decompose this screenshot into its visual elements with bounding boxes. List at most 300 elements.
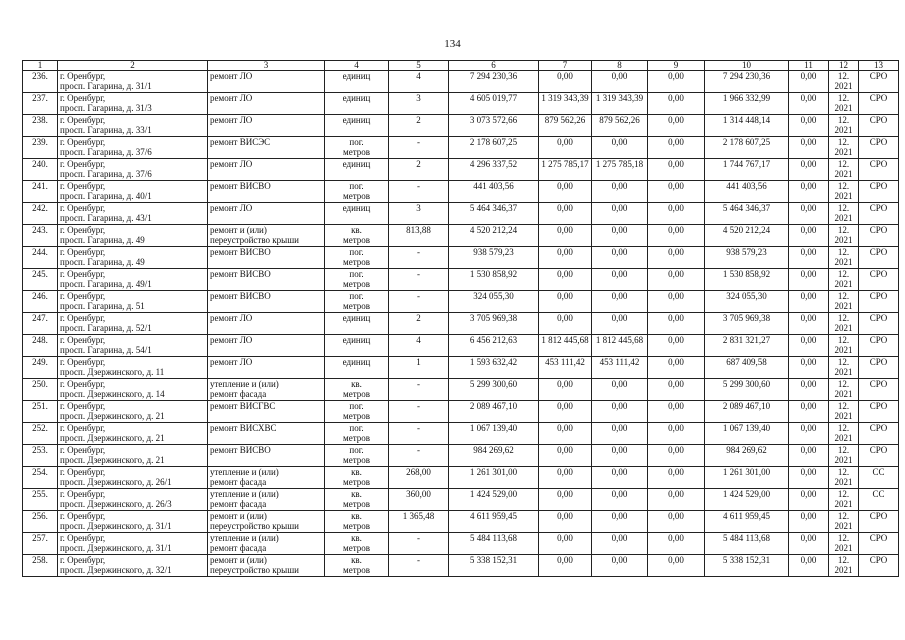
quantity-cell: 4 xyxy=(389,71,449,93)
work-type-line1: ремонт ВИСВО xyxy=(210,181,271,191)
unit-cell xyxy=(325,269,389,291)
unit-line1: единиц xyxy=(342,335,371,345)
address-cell xyxy=(58,335,208,357)
col9-cell: 0,00 xyxy=(648,225,705,247)
row-number: 245. xyxy=(23,269,58,291)
address-street: просп. Гагарина, д. 54/1 xyxy=(60,345,152,355)
col11-cell: 0,00 xyxy=(789,511,829,533)
unit-cell xyxy=(325,489,389,511)
unit-cell xyxy=(325,137,389,159)
quantity-cell: - xyxy=(389,269,449,291)
col9-cell: 0,00 xyxy=(648,247,705,269)
unit-line2: метров xyxy=(343,411,370,421)
deadline-cell xyxy=(829,137,859,159)
fund-method-cell: СРО xyxy=(859,137,899,159)
column-number-3: 3 xyxy=(208,61,325,71)
total-cost-cell: 2 089 467,10 xyxy=(449,401,539,423)
total-cost-cell: 3 705 969,38 xyxy=(449,313,539,335)
work-type-line2: ремонт фасада xyxy=(210,543,267,553)
address-street: просп. Гагарина, д. 43/1 xyxy=(60,213,152,223)
row-number: 254. xyxy=(23,467,58,489)
column-number-11: 11 xyxy=(789,61,829,71)
unit-line2: метров xyxy=(343,543,370,553)
work-type-line1: ремонт ЛО xyxy=(210,93,253,103)
unit-line2: метров xyxy=(343,389,370,399)
unit-cell xyxy=(325,335,389,357)
col7-cell: 0,00 xyxy=(539,379,592,401)
col7-cell: 1 812 445,68 xyxy=(539,335,592,357)
total-cost-cell: 984 269,62 xyxy=(449,445,539,467)
unit-cell xyxy=(325,533,389,555)
col8-cell: 879 562,26 xyxy=(592,115,648,137)
col10-cell: 938 579,23 xyxy=(705,247,789,269)
total-cost-cell: 5 299 300,60 xyxy=(449,379,539,401)
col9-cell: 0,00 xyxy=(648,379,705,401)
work-type-line2: переустройство крыши xyxy=(210,521,299,531)
col10-cell: 687 409,58 xyxy=(705,357,789,379)
address-city: г. Оренбург, xyxy=(60,115,106,125)
address-cell xyxy=(58,115,208,137)
col11-cell: 0,00 xyxy=(789,159,829,181)
unit-line1: пог. xyxy=(349,423,364,433)
fund-method-cell: СРО xyxy=(859,181,899,203)
fund-method-cell: СРО xyxy=(859,401,899,423)
unit-line1: единиц xyxy=(342,357,371,367)
fund-method-cell: СС xyxy=(859,489,899,511)
row-number: 239. xyxy=(23,137,58,159)
work-type-cell xyxy=(208,203,325,225)
address-street: просп. Дзержинского, д. 31/1 xyxy=(60,521,172,531)
address-street: просп. Дзержинского, д. 32/1 xyxy=(60,565,172,575)
total-cost-cell: 2 178 607,25 xyxy=(449,137,539,159)
deadline-cell xyxy=(829,181,859,203)
work-type-line1: ремонт ЛО xyxy=(210,115,253,125)
work-type-cell xyxy=(208,533,325,555)
work-type-cell xyxy=(208,511,325,533)
address-street: просп. Гагарина, д. 37/6 xyxy=(60,147,152,157)
col10-cell: 324 055,30 xyxy=(705,291,789,313)
table-row xyxy=(23,159,899,181)
unit-cell xyxy=(325,511,389,533)
table-row xyxy=(23,379,899,401)
table-row xyxy=(23,423,899,445)
address-cell xyxy=(58,203,208,225)
quantity-cell: 360,00 xyxy=(389,489,449,511)
work-type-line1: ремонт и (или) xyxy=(210,225,267,235)
col9-cell: 0,00 xyxy=(648,357,705,379)
fund-method-cell: СРО xyxy=(859,269,899,291)
deadline-cell xyxy=(829,313,859,335)
work-type-line2: ремонт фасада xyxy=(210,499,267,509)
work-type-line1: ремонт и (или) xyxy=(210,511,267,521)
col10-cell: 2 831 321,27 xyxy=(705,335,789,357)
total-cost-cell: 4 296 337,52 xyxy=(449,159,539,181)
col7-cell: 0,00 xyxy=(539,467,592,489)
work-type-line1: ремонт ЛО xyxy=(210,159,253,169)
address-city: г. Оренбург, xyxy=(60,335,106,345)
work-type-cell xyxy=(208,159,325,181)
deadline-cell xyxy=(829,445,859,467)
fund-method-cell: СРО xyxy=(859,159,899,181)
col8-cell: 0,00 xyxy=(592,445,648,467)
address-cell xyxy=(58,313,208,335)
address-street: просп. Гагарина, д. 40/1 xyxy=(60,191,152,201)
deadline-month: 12. xyxy=(837,511,850,521)
unit-line1: пог. xyxy=(349,137,364,147)
address-cell xyxy=(58,269,208,291)
work-type-line1: утепление и (или) xyxy=(210,533,279,543)
work-type-line1: ремонт ВИСВО xyxy=(210,445,271,455)
col7-cell: 0,00 xyxy=(539,445,592,467)
col7-cell: 0,00 xyxy=(539,181,592,203)
col9-cell: 0,00 xyxy=(648,533,705,555)
quantity-cell: 2 xyxy=(389,159,449,181)
unit-cell xyxy=(325,555,389,577)
deadline-year: 2021 xyxy=(834,279,853,289)
address-cell xyxy=(58,401,208,423)
total-cost-cell: 6 456 212,63 xyxy=(449,335,539,357)
address-city: г. Оренбург, xyxy=(60,467,106,477)
col8-cell: 0,00 xyxy=(592,247,648,269)
table-row xyxy=(23,93,899,115)
column-number-row xyxy=(23,61,899,71)
unit-cell xyxy=(325,379,389,401)
work-type-cell xyxy=(208,401,325,423)
col9-cell: 0,00 xyxy=(648,489,705,511)
quantity-cell: - xyxy=(389,291,449,313)
work-type-line1: ремонт ЛО xyxy=(210,357,253,367)
col7-cell: 0,00 xyxy=(539,533,592,555)
address-street: просп. Дзержинского, д. 31/1 xyxy=(60,543,172,553)
column-number-9: 9 xyxy=(648,61,705,71)
unit-cell xyxy=(325,467,389,489)
deadline-cell xyxy=(829,93,859,115)
unit-cell xyxy=(325,445,389,467)
work-type-line1: ремонт ВИСВО xyxy=(210,269,271,279)
column-number-7: 7 xyxy=(539,61,592,71)
fund-method-cell: СРО xyxy=(859,357,899,379)
quantity-cell: 268,00 xyxy=(389,467,449,489)
deadline-year: 2021 xyxy=(834,323,853,333)
col11-cell: 0,00 xyxy=(789,423,829,445)
row-number: 240. xyxy=(23,159,58,181)
quantity-cell: 813,88 xyxy=(389,225,449,247)
work-type-line1: ремонт ВИСЭС xyxy=(210,137,271,147)
col11-cell: 0,00 xyxy=(789,291,829,313)
address-street: просп. Дзержинского, д. 26/1 xyxy=(60,477,172,487)
fund-method-cell: СРО xyxy=(859,203,899,225)
col9-cell: 0,00 xyxy=(648,269,705,291)
col7-cell: 0,00 xyxy=(539,247,592,269)
quantity-cell: - xyxy=(389,137,449,159)
col11-cell: 0,00 xyxy=(789,555,829,577)
col8-cell: 1 319 343,39 xyxy=(592,93,648,115)
deadline-cell xyxy=(829,291,859,313)
col7-cell: 1 319 343,39 xyxy=(539,93,592,115)
work-type-line1: ремонт ЛО xyxy=(210,313,253,323)
deadline-year: 2021 xyxy=(834,125,853,135)
row-number: 251. xyxy=(23,401,58,423)
col11-cell: 0,00 xyxy=(789,115,829,137)
address-street: просп. Гагарина, д. 52/1 xyxy=(60,323,152,333)
row-number: 243. xyxy=(23,225,58,247)
unit-line2: метров xyxy=(343,565,370,575)
fund-method-cell: СРО xyxy=(859,533,899,555)
fund-method-cell: СРО xyxy=(859,555,899,577)
col7-cell: 879 562,26 xyxy=(539,115,592,137)
col7-cell: 453 111,42 xyxy=(539,357,592,379)
row-number: 249. xyxy=(23,357,58,379)
deadline-year: 2021 xyxy=(834,301,853,311)
address-cell xyxy=(58,533,208,555)
col7-cell: 0,00 xyxy=(539,71,592,93)
fund-method-cell: СРО xyxy=(859,313,899,335)
unit-line1: пог. xyxy=(349,247,364,257)
fund-method-cell: СРО xyxy=(859,247,899,269)
col9-cell: 0,00 xyxy=(648,401,705,423)
col9-cell: 0,00 xyxy=(648,335,705,357)
address-city: г. Оренбург, xyxy=(60,489,106,499)
row-number: 237. xyxy=(23,93,58,115)
unit-cell xyxy=(325,423,389,445)
col10-cell: 1 067 139,40 xyxy=(705,423,789,445)
work-type-cell xyxy=(208,93,325,115)
col9-cell: 0,00 xyxy=(648,71,705,93)
col9-cell: 0,00 xyxy=(648,137,705,159)
unit-line1: единиц xyxy=(342,71,371,81)
row-number: 241. xyxy=(23,181,58,203)
unit-line2: метров xyxy=(343,235,370,245)
fund-method-cell: СРО xyxy=(859,335,899,357)
row-number: 257. xyxy=(23,533,58,555)
work-type-line1: ремонт ВИСХВС xyxy=(210,423,277,433)
deadline-cell xyxy=(829,159,859,181)
address-cell xyxy=(58,159,208,181)
total-cost-cell: 1 067 139,40 xyxy=(449,423,539,445)
total-cost-cell: 1 261 301,00 xyxy=(449,467,539,489)
address-street: просп. Гагарина, д. 31/3 xyxy=(60,103,152,113)
col8-cell: 0,00 xyxy=(592,269,648,291)
address-cell xyxy=(58,93,208,115)
table-row xyxy=(23,181,899,203)
row-number: 246. xyxy=(23,291,58,313)
col11-cell: 0,00 xyxy=(789,335,829,357)
deadline-month: 12. xyxy=(837,203,850,213)
deadline-year: 2021 xyxy=(834,477,853,487)
deadline-month: 12. xyxy=(837,71,850,81)
deadline-year: 2021 xyxy=(834,565,853,575)
address-city: г. Оренбург, xyxy=(60,269,106,279)
total-cost-cell: 7 294 230,36 xyxy=(449,71,539,93)
deadline-cell xyxy=(829,357,859,379)
unit-line1: пог. xyxy=(349,291,364,301)
unit-cell xyxy=(325,357,389,379)
deadline-cell xyxy=(829,379,859,401)
table-row xyxy=(23,489,899,511)
table-body xyxy=(23,61,899,577)
address-city: г. Оренбург, xyxy=(60,313,106,323)
col11-cell: 0,00 xyxy=(789,225,829,247)
column-number-10: 10 xyxy=(705,61,789,71)
quantity-cell: 2 xyxy=(389,313,449,335)
fund-method-cell: СРО xyxy=(859,93,899,115)
unit-cell xyxy=(325,247,389,269)
deadline-year: 2021 xyxy=(834,235,853,245)
work-type-line1: ремонт ЛО xyxy=(210,71,253,81)
deadline-year: 2021 xyxy=(834,411,853,421)
row-number: 248. xyxy=(23,335,58,357)
address-street: просп. Дзержинского, д. 11 xyxy=(60,367,165,377)
unit-line2: метров xyxy=(343,477,370,487)
address-cell xyxy=(58,555,208,577)
unit-line2: метров xyxy=(343,147,370,157)
quantity-cell: 3 xyxy=(389,93,449,115)
column-number-13: 13 xyxy=(859,61,899,71)
deadline-cell xyxy=(829,335,859,357)
deadline-month: 12. xyxy=(837,159,850,169)
address-cell xyxy=(58,357,208,379)
deadline-month: 12. xyxy=(837,533,850,543)
total-cost-cell: 938 579,23 xyxy=(449,247,539,269)
col11-cell: 0,00 xyxy=(789,269,829,291)
unit-line2: метров xyxy=(343,499,370,509)
address-cell xyxy=(58,225,208,247)
col10-cell: 5 338 152,31 xyxy=(705,555,789,577)
col11-cell: 0,00 xyxy=(789,137,829,159)
deadline-month: 12. xyxy=(837,379,850,389)
deadline-year: 2021 xyxy=(834,213,853,223)
address-city: г. Оренбург, xyxy=(60,445,106,455)
col7-cell: 0,00 xyxy=(539,489,592,511)
column-number-6: 6 xyxy=(449,61,539,71)
table-row xyxy=(23,357,899,379)
deadline-month: 12. xyxy=(837,555,850,565)
deadline-cell xyxy=(829,115,859,137)
deadline-month: 12. xyxy=(837,423,850,433)
deadline-year: 2021 xyxy=(834,169,853,179)
table-row xyxy=(23,225,899,247)
work-type-cell xyxy=(208,269,325,291)
address-street: просп. Гагарина, д. 33/1 xyxy=(60,125,152,135)
col7-cell: 0,00 xyxy=(539,313,592,335)
unit-line1: кв. xyxy=(351,511,362,521)
total-cost-cell: 5 338 152,31 xyxy=(449,555,539,577)
unit-line1: кв. xyxy=(351,379,362,389)
table-row xyxy=(23,313,899,335)
col10-cell: 4 520 212,24 xyxy=(705,225,789,247)
deadline-cell xyxy=(829,555,859,577)
col11-cell: 0,00 xyxy=(789,93,829,115)
address-cell xyxy=(58,445,208,467)
col7-cell: 0,00 xyxy=(539,137,592,159)
work-type-cell xyxy=(208,357,325,379)
work-type-cell xyxy=(208,225,325,247)
col11-cell: 0,00 xyxy=(789,313,829,335)
work-type-line1: утепление и (или) xyxy=(210,489,279,499)
unit-line1: пог. xyxy=(349,401,364,411)
col8-cell: 0,00 xyxy=(592,203,648,225)
deadline-month: 12. xyxy=(837,291,850,301)
fund-method-cell: СРО xyxy=(859,291,899,313)
address-city: г. Оренбург, xyxy=(60,379,106,389)
col10-cell: 3 705 969,38 xyxy=(705,313,789,335)
work-type-cell xyxy=(208,555,325,577)
deadline-year: 2021 xyxy=(834,499,853,509)
quantity-cell: 1 365,48 xyxy=(389,511,449,533)
total-cost-cell: 324 055,30 xyxy=(449,291,539,313)
address-cell xyxy=(58,379,208,401)
col8-cell: 1 275 785,18 xyxy=(592,159,648,181)
deadline-year: 2021 xyxy=(834,367,853,377)
work-type-cell xyxy=(208,115,325,137)
quantity-cell: 4 xyxy=(389,335,449,357)
address-street: просп. Гагарина, д. 51 xyxy=(60,301,145,311)
column-number-5: 5 xyxy=(389,61,449,71)
unit-line1: единиц xyxy=(342,93,371,103)
work-type-cell xyxy=(208,291,325,313)
unit-cell xyxy=(325,71,389,93)
unit-line2: метров xyxy=(343,257,370,267)
total-cost-cell: 1 424 529,00 xyxy=(449,489,539,511)
col7-cell: 1 275 785,17 xyxy=(539,159,592,181)
fund-method-cell: СС xyxy=(859,467,899,489)
row-number: 252. xyxy=(23,423,58,445)
address-street: просп. Гагарина, д. 37/6 xyxy=(60,169,152,179)
col10-cell: 1 261 301,00 xyxy=(705,467,789,489)
deadline-year: 2021 xyxy=(834,345,853,355)
deadline-month: 12. xyxy=(837,489,850,499)
address-cell xyxy=(58,467,208,489)
work-type-line2: переустройство крыши xyxy=(210,565,299,575)
col10-cell: 1 530 858,92 xyxy=(705,269,789,291)
col8-cell: 0,00 xyxy=(592,555,648,577)
table-row xyxy=(23,115,899,137)
row-number: 253. xyxy=(23,445,58,467)
col11-cell: 0,00 xyxy=(789,357,829,379)
col9-cell: 0,00 xyxy=(648,115,705,137)
col7-cell: 0,00 xyxy=(539,291,592,313)
col9-cell: 0,00 xyxy=(648,467,705,489)
table-row xyxy=(23,401,899,423)
col10-cell: 4 611 959,45 xyxy=(705,511,789,533)
work-type-cell xyxy=(208,379,325,401)
table-row xyxy=(23,335,899,357)
table-row xyxy=(23,291,899,313)
unit-cell xyxy=(325,225,389,247)
col10-cell: 5 299 300,60 xyxy=(705,379,789,401)
col8-cell: 0,00 xyxy=(592,467,648,489)
unit-line1: кв. xyxy=(351,533,362,543)
deadline-month: 12. xyxy=(837,401,850,411)
col11-cell: 0,00 xyxy=(789,467,829,489)
col7-cell: 0,00 xyxy=(539,269,592,291)
register-table xyxy=(22,60,899,577)
work-type-line1: ремонт ВИСВО xyxy=(210,247,271,257)
address-city: г. Оренбург, xyxy=(60,159,106,169)
row-number: 255. xyxy=(23,489,58,511)
address-city: г. Оренбург, xyxy=(60,511,106,521)
total-cost-cell: 5 484 113,68 xyxy=(449,533,539,555)
total-cost-cell: 1 530 858,92 xyxy=(449,269,539,291)
deadline-year: 2021 xyxy=(834,455,853,465)
col9-cell: 0,00 xyxy=(648,93,705,115)
fund-method-cell: СРО xyxy=(859,423,899,445)
address-city: г. Оренбург, xyxy=(60,203,106,213)
col11-cell: 0,00 xyxy=(789,247,829,269)
work-type-line2: ремонт фасада xyxy=(210,477,267,487)
col11-cell: 0,00 xyxy=(789,181,829,203)
col9-cell: 0,00 xyxy=(648,203,705,225)
